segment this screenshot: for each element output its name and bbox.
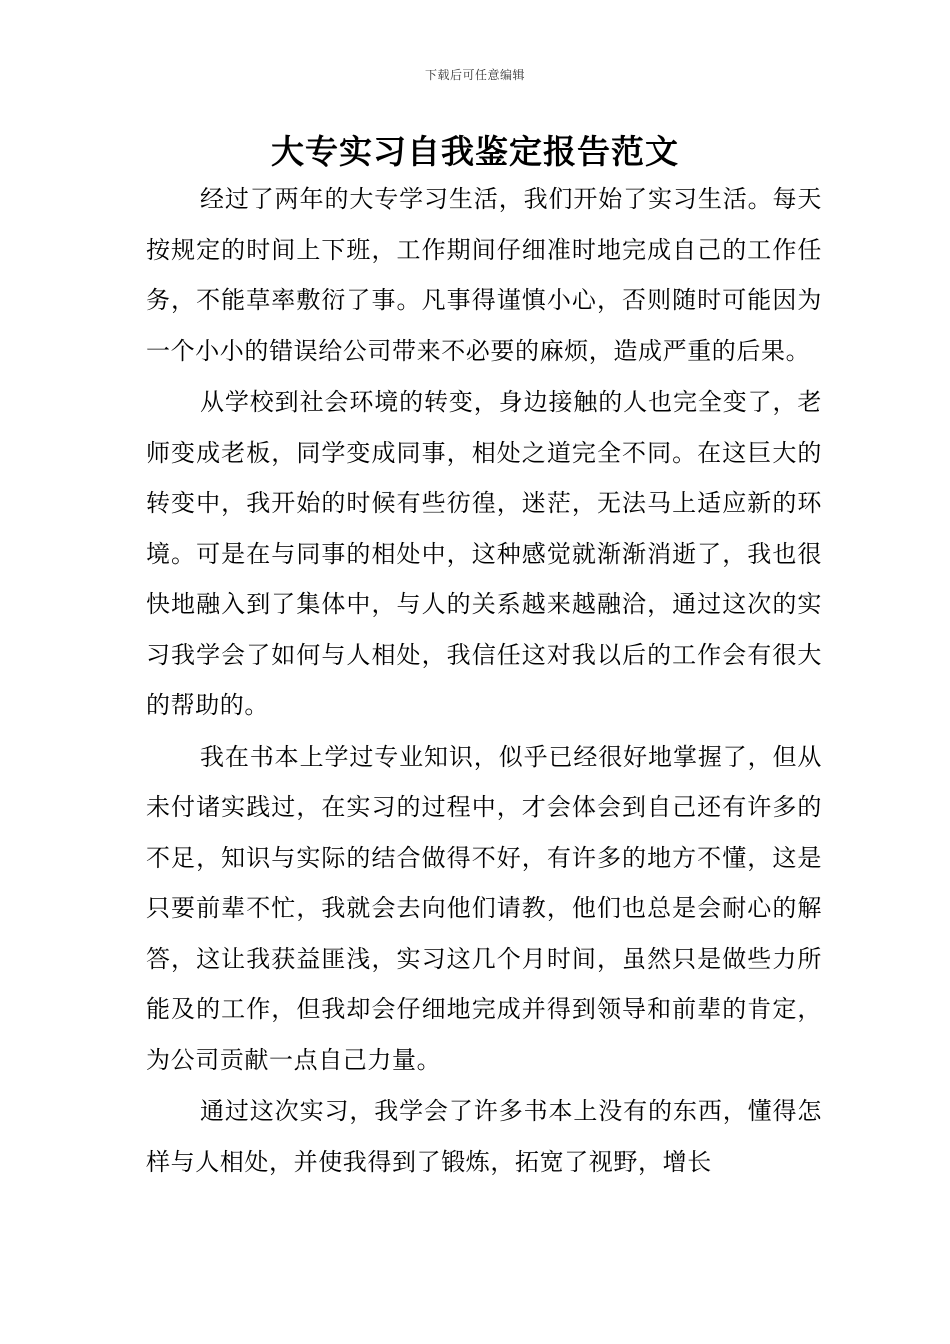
- paragraph-2: 从学校到社会环境的转变，身边接触的人也完全变了，老师变成老板，同学变成同事，相处之道完全不同。在这巨大的转变中，我开始的时候有些彷徨，迷茫，无法马上适应新的环境。可是在与同事的相处中，这种感觉就渐渐消逝了，我也很快地融入到了集体中，与人的关系越来越融洽，通过这次的实习我学会了如何与人相处，我信任这对我以后的工作会有很大的帮助的。: [146, 388, 822, 719]
- document-body: [146, 174, 822, 1187]
- document-title: 大专实习自我鉴定报告范文: [271, 132, 679, 171]
- paragraph-3: 我在书本上学过专业知识，似乎已经很好地掌握了，但从未付诸实践过，在实习的过程中，才会体会到自己还有许多的不足，知识与实际的结合做得不好，有许多的地方不懂，这是只要前辈不忙，我就会去向他们请教，他们也总是会耐心的解答，这让我获益匪浅，实习这几个月时间，虽然只是做些力所能及的工作，但我却会仔细地完成并得到领导和前辈的肯定，为公司贡献一点自己力量。: [146, 742, 822, 1074]
- paragraph-4: 通过这次实习，我学会了许多书本上没有的东西，懂得怎样与人相处，并使我得到了锻炼，拓宽了视野，增长: [146, 1097, 822, 1176]
- paragraph-1: 经过了两年的大专学习生活，我们开始了实习生活。每天按规定的时间上下班，工作期间仔细准时地完成自己的工作任务，不能草率敷衍了事。凡事得谨慎小心，否则随时可能因为一个小小的错误给公司带来不必要的麻烦，造成严重的后果。: [146, 185, 822, 365]
- header-note: 下载后可任意编辑: [424, 68, 525, 82]
